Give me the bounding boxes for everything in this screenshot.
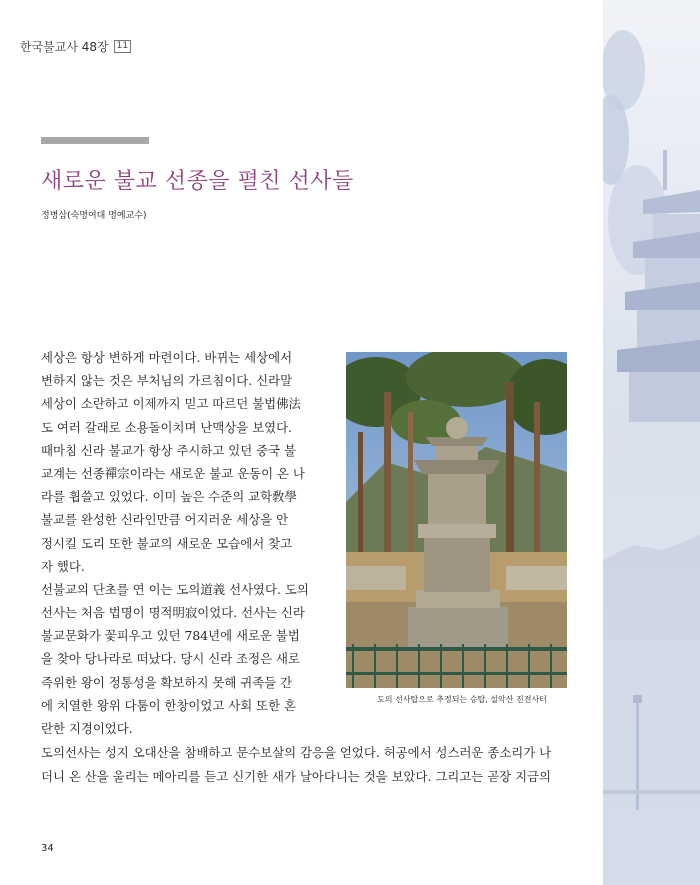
body-line: 도 여러 갈래로 소용돌이치며 난맥상을 보였다. <box>41 419 293 435</box>
running-header <box>20 38 131 55</box>
body-line: 을 찾아 당나라로 떠났다. 당시 신라 조정은 새로 <box>41 651 300 667</box>
stupa-photo-illustration <box>346 352 567 688</box>
body-line: 때마침 신라 불교가 항상 주시하고 있던 중국 불 <box>41 442 296 458</box>
body-line: 불교문화가 꽃피우고 있던 784년에 새로운 불법 <box>41 628 300 644</box>
article-title: 새로운 불교 선종을 펼친 선사들 <box>41 169 354 194</box>
body-line: 더니 온 산을 울리는 메아리를 듣고 신기한 새가 날아다니는 것을 보았다. 그리고는 곧장 지금의 <box>41 768 551 784</box>
body-text-column <box>41 346 309 740</box>
article-author: 정병삼(숙명여대 명예교수) <box>41 211 147 221</box>
running-title: 한국불교사 48장 <box>20 40 109 54</box>
body-line: 변하지 않는 것은 부처님의 가르침이다. 신라말 <box>41 373 293 389</box>
page-number: 34 <box>41 843 54 854</box>
body-text-wide <box>41 741 571 788</box>
body-line: 즉위한 왕이 정통성을 확보하지 못해 귀족들 간 <box>41 674 293 690</box>
body-line: 교계는 선종禪宗이라는 새로운 불교 운동이 온 나 <box>41 465 305 481</box>
body-line: 정시킬 도리 또한 불교의 새로운 모습에서 찾고 <box>41 535 293 551</box>
body-line: 라를 휩쓸고 있었다. 이미 높은 수준의 교학敎學 <box>41 489 297 505</box>
decorative-pagoda-strip <box>603 0 700 885</box>
body-line: 도의선사는 성지 오대산을 참배하고 문수보살의 감응을 얻었다. 허공에서 성스러운 종소리가 나 <box>41 745 552 760</box>
body-line: 불교를 완성한 신라인만큼 어지러운 세상을 안 <box>41 512 289 528</box>
title-accent-bar <box>41 137 149 144</box>
body-line: 에 치열한 왕위 다툼이 한창이었고 사회 또한 혼 <box>41 697 296 713</box>
body-line: 세상은 항상 변하게 마련이다. 바뀌는 세상에서 <box>41 350 293 365</box>
photo-caption: 도의 선사탑으로 추정되는 승탑, 설악산 진전사터 <box>377 695 547 704</box>
body-line: 자 했다. <box>41 558 85 574</box>
chapter-badge: 11 <box>114 40 131 53</box>
body-line: 선불교의 단초를 연 이는 도의道義 선사였다. 도의 <box>41 581 309 597</box>
stupa-photo <box>346 352 567 688</box>
body-line: 세상이 소란하고 이제까지 믿고 따르던 불법佛法 <box>41 396 301 412</box>
body-line: 란한 지경이었다. <box>41 721 133 736</box>
pagoda-silhouette-image <box>603 0 700 885</box>
body-line: 선사는 처음 법명이 명적明寂이었다. 선사는 신라 <box>41 605 305 621</box>
